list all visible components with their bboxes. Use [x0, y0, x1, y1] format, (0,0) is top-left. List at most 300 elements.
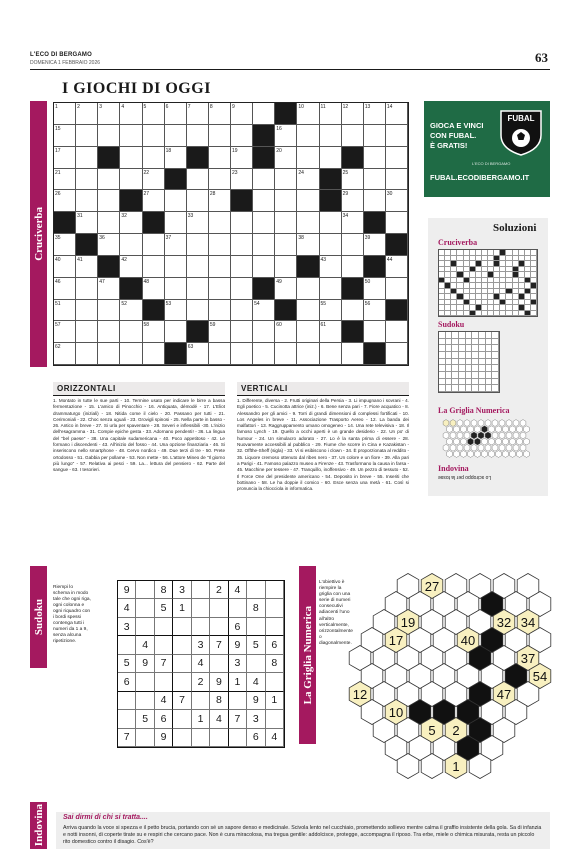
- fubal-shield-icon: [499, 107, 543, 157]
- orizzontali-clues: 1. Montato in tutte le sue parti - 10. Termine usato per indicare le birre a bassa fermentazione - 15. L'amico di Pinocchio - 16. Antiquata, démodé - 17. L'Eliot drammaturgo (iniziali) - 18. Nitida come il cielo - 20. Passano per tutti - 21. Cerimoniali - 22. Choc senza uguali - 23. Grovigli spinosi - 25. Nella parte in basso - 26. Antico in breve - 27. Si urla per spaventare - 28. Severi e inflessibili -30. L'inizio dell'esagramma - 31. Compie epiche gesta - 33. Adornano pendenti! - 36. La lingua del "bel paese" - 38. Una capitale sudamericana - 40. Poco appetitoso - 42. Le formano i discendenti - 43. All'inizio del fosso - 44. Una opzione finanziaria - 46. Si inseriscono nello smartphone - 48. Cervo nordico - 49. Due terzi di tre - 50. Prete ortodosso - 51. Gabbia per pollame - 53. Non mette - 56. L'attore Mineo de "Il giorno più lungo" - 57. Relativa ai pesci - 59. La... lettura del pensiero - 62. Parte del sangue - 63. I tesorieri.: [53, 398, 225, 473]
- crossword-cell[interactable]: 47: [98, 278, 120, 300]
- sudoku-cell[interactable]: [247, 655, 265, 673]
- crossword-cell[interactable]: 14: [386, 103, 408, 125]
- ad-site[interactable]: FUBAL.ECODIBERGAMO.IT: [430, 173, 530, 182]
- crossword-cell[interactable]: [253, 212, 275, 234]
- crossword-cell[interactable]: [209, 300, 231, 322]
- solution-hex-cell: [485, 444, 491, 451]
- solution-sudoku-cell: [466, 352, 473, 359]
- solution-sudoku-cell: [466, 385, 473, 392]
- crossword-cell[interactable]: 3: [98, 103, 120, 125]
- sudoku-cell[interactable]: [155, 618, 173, 636]
- crossword-cell[interactable]: [364, 125, 386, 147]
- crossword-cell[interactable]: [297, 147, 319, 169]
- sudoku-instructions: Riempi lo schema in modo tale che ogni riga, ogni colonna e ogni riquadro con i bordi spessi contenga tutti i numeri da 1 a 9, senza alcuna ripetizione.: [53, 585, 91, 644]
- crossword-cell[interactable]: [165, 278, 187, 300]
- crossword-grid[interactable]: [53, 102, 409, 366]
- crossword-cell[interactable]: 53: [165, 300, 187, 322]
- crossword-cell[interactable]: [231, 278, 253, 300]
- crossword-cell: [143, 212, 165, 234]
- crossword-cell[interactable]: [143, 125, 165, 147]
- crossword-cell[interactable]: [76, 125, 98, 147]
- crossword-cell[interactable]: [253, 321, 275, 343]
- crossword-cell[interactable]: 44: [386, 256, 408, 278]
- crossword-cell[interactable]: 63: [187, 343, 209, 365]
- crossword-cell: [98, 256, 120, 278]
- hex-number: 40: [460, 633, 476, 648]
- crossword-cell[interactable]: [209, 256, 231, 278]
- page-title: I GIOCHI DI OGGI: [62, 80, 211, 97]
- orizzontali-heading: ORIZZONTALI: [53, 382, 225, 396]
- crossword-cell[interactable]: [275, 234, 297, 256]
- crossword-cell[interactable]: [386, 212, 408, 234]
- crossword-cell[interactable]: 34: [342, 212, 364, 234]
- crossword-cell[interactable]: [231, 343, 253, 365]
- crossword-cell[interactable]: 13: [364, 103, 386, 125]
- crossword-cell[interactable]: [275, 343, 297, 365]
- crossword-cell[interactable]: 50: [364, 278, 386, 300]
- crossword-cell[interactable]: [275, 169, 297, 191]
- crossword-cell[interactable]: [76, 321, 98, 343]
- sudoku-cell[interactable]: [173, 673, 191, 691]
- crossword-cell[interactable]: 1: [54, 103, 76, 125]
- sudoku-cell[interactable]: [173, 636, 191, 654]
- crossword-cell[interactable]: [165, 256, 187, 278]
- crossword-cell[interactable]: [386, 125, 408, 147]
- sudoku-cell[interactable]: [155, 636, 173, 654]
- sudoku-tab: [30, 566, 47, 668]
- crossword-cell[interactable]: 15: [54, 125, 76, 147]
- crossword-cell[interactable]: [143, 256, 165, 278]
- crossword-cell[interactable]: 29: [342, 190, 364, 212]
- crossword-cell[interactable]: [386, 343, 408, 365]
- solution-sudoku-cell: [459, 385, 466, 392]
- sudoku-cell: 9: [229, 636, 247, 654]
- crossword-cell[interactable]: [209, 343, 231, 365]
- crossword-cell[interactable]: 46: [54, 278, 76, 300]
- sudoku-cell: 5: [136, 710, 154, 728]
- solution-hex-cell: [520, 432, 526, 439]
- crossword-cell[interactable]: 23: [231, 169, 253, 191]
- crossword-cell: [342, 321, 364, 343]
- crossword-cell[interactable]: 37: [165, 234, 187, 256]
- crossword-cell[interactable]: [342, 300, 364, 322]
- crossword-cell[interactable]: [187, 125, 209, 147]
- crossword-cell[interactable]: 25: [342, 169, 364, 191]
- sudoku-cell[interactable]: [229, 729, 247, 747]
- crossword-cell[interactable]: [120, 343, 142, 365]
- sudoku-cell: 8: [247, 599, 265, 617]
- crossword-cell[interactable]: 59: [209, 321, 231, 343]
- solution-hex-cell: [503, 426, 509, 433]
- crossword-cell[interactable]: [98, 343, 120, 365]
- crossword-cell[interactable]: 17: [54, 147, 76, 169]
- crossword-cell[interactable]: [253, 234, 275, 256]
- crossword-cell[interactable]: 52: [120, 300, 142, 322]
- sudoku-cell[interactable]: [192, 581, 210, 599]
- sudoku-cell[interactable]: [229, 599, 247, 617]
- crossword-cell[interactable]: 48: [143, 278, 165, 300]
- solution-hex-cell: [482, 426, 488, 433]
- crossword-cell[interactable]: [98, 169, 120, 191]
- solution-hex-cell: [485, 432, 491, 439]
- solution-hex-cell: [443, 420, 449, 427]
- crossword-cell[interactable]: [386, 147, 408, 169]
- verticali-clues: 1. Differente, diversa - 2. Frutti originari della Persia - 3. Li impugnano i sovrani - 4. Egli poetico - 5. Cucinotta attrice (iniz.) - 6. Bene senza pari - 7. Fiore acquatico - 8. Alessandro per gli amici - 9. Torri di grandi dimensioni di complessi fortificati - 10. Los Angeles in breve - 11. Associazione Trasporto Aereo - 12. La banda dei malfattori - 13. Raggruppamento umano omogeneo - 14. Una rete televisiva - 18. Il famoso Lynch - 19. Quello a occhi aperti è un grande desiderio - 22. Un po' di humour - 24. Un simulacro adorato - 27. Lo è la santa prima di essere - 28. Nuovamente accessibili al pubblico - 29. Fiume che scorre in Cina e Kazakistan - 32. Offthe-Sheff (sigla) - 33. Vi si esibiscono i clown - 34. È proporzionata al reddito - 35. Liquore cremoso ottenuto dal ribes nero - 37. Un colore e un fiore - 39. Alla pari a Parigi - 41. Famoso palazzo museo a Firenze - 43. Trasformano la causa in farsa - 45. Macchine per tessere - 47. Tranquillo, inoffensivo - 49. Un pezzo di tessuto - 52. Il Force One del presidente americano - 54. Deposito in breve - 55. Inseriti che bottinano - 58. Le ha doppie il comico - 60. Esce senza una metà - 61. Così si pronuncia la chiocciola in informatica.: [237, 398, 409, 492]
- sudoku-cell[interactable]: [266, 581, 284, 599]
- crossword-cell[interactable]: [76, 300, 98, 322]
- sudoku-cell[interactable]: [118, 636, 136, 654]
- solution-sudoku-cell: [446, 352, 453, 359]
- crossword-cell[interactable]: 56: [364, 300, 386, 322]
- solution-hex-cell: [464, 444, 470, 451]
- solution-hex-cell: [450, 432, 456, 439]
- crossword-cell[interactable]: [120, 125, 142, 147]
- crossword-cell[interactable]: [187, 169, 209, 191]
- crossword-cell[interactable]: 51: [54, 300, 76, 322]
- crossword-cell[interactable]: [231, 321, 253, 343]
- solution-sudoku-cell: [486, 359, 493, 366]
- crossword-cell[interactable]: [231, 300, 253, 322]
- solution-hex-cell: [461, 438, 467, 445]
- crossword-cell[interactable]: [76, 190, 98, 212]
- solution-sudoku-cell: [452, 352, 459, 359]
- sudoku-cell[interactable]: [192, 692, 210, 710]
- solution-sudoku-cell: [486, 385, 493, 392]
- crossword-cell[interactable]: 42: [120, 256, 142, 278]
- crossword-cell[interactable]: [297, 343, 319, 365]
- solution-sudoku-cell: [492, 365, 499, 372]
- sudoku-cell: 2: [192, 673, 210, 691]
- sudoku-grid[interactable]: [117, 580, 285, 748]
- crossword-cell: [253, 278, 275, 300]
- crossword-cell[interactable]: [209, 234, 231, 256]
- sudoku-cell[interactable]: [173, 710, 191, 728]
- solution-hex-cell: [513, 444, 519, 451]
- crossword-cell[interactable]: 8: [209, 103, 231, 125]
- crossword-cell[interactable]: [209, 278, 231, 300]
- crossword-cell: [120, 190, 142, 212]
- solution-sudoku-cell: [459, 359, 466, 366]
- crossword-cell[interactable]: 2: [76, 103, 98, 125]
- sudoku-cell: 1: [192, 710, 210, 728]
- sudoku-cell: 4: [229, 581, 247, 599]
- crossword-cell[interactable]: [253, 103, 275, 125]
- crossword-cell[interactable]: 31: [76, 212, 98, 234]
- crossword-cell[interactable]: [231, 212, 253, 234]
- crossword-cell[interactable]: [76, 169, 98, 191]
- crossword-cell[interactable]: [320, 343, 342, 365]
- crossword-cell[interactable]: [120, 169, 142, 191]
- crossword-cell[interactable]: [76, 147, 98, 169]
- sudoku-cell[interactable]: [136, 581, 154, 599]
- crossword-cell[interactable]: [187, 190, 209, 212]
- solution-hex-cell: [478, 444, 484, 451]
- solution-sudoku-cell: [492, 345, 499, 352]
- crossword-cell[interactable]: [364, 190, 386, 212]
- crossword-cell[interactable]: 26: [54, 190, 76, 212]
- solution-hex-cell: [510, 451, 516, 458]
- crossword-cell[interactable]: 7: [187, 103, 209, 125]
- crossword-cell[interactable]: [386, 321, 408, 343]
- crossword-cell[interactable]: [320, 125, 342, 147]
- crossword-cell[interactable]: 57: [54, 321, 76, 343]
- sudoku-cell[interactable]: [136, 599, 154, 617]
- crossword-cell[interactable]: 6: [165, 103, 187, 125]
- crossword-cell[interactable]: 60: [275, 321, 297, 343]
- crossword-cell[interactable]: [297, 300, 319, 322]
- crossword-cell[interactable]: [187, 256, 209, 278]
- sudoku-cell: 1: [173, 599, 191, 617]
- sudoku-cell: 7: [210, 636, 228, 654]
- sudoku-cell[interactable]: [118, 692, 136, 710]
- crossword-cell[interactable]: 30: [386, 190, 408, 212]
- solution-sudoku-cell: [486, 352, 493, 359]
- crossword-cell[interactable]: [253, 343, 275, 365]
- crossword-cell[interactable]: [209, 169, 231, 191]
- crossword-cell[interactable]: 58: [143, 321, 165, 343]
- crossword-cell[interactable]: 49: [275, 278, 297, 300]
- crossword-cell[interactable]: [297, 190, 319, 212]
- sudoku-cell: 4: [155, 692, 173, 710]
- crossword-cell[interactable]: [320, 278, 342, 300]
- solution-hex-cell: [499, 420, 505, 427]
- crossword-cell[interactable]: [165, 190, 187, 212]
- hex-number: 2: [452, 723, 460, 738]
- crossword-cell[interactable]: [253, 169, 275, 191]
- solution-sudoku-cell: [459, 352, 466, 359]
- crossword-cell[interactable]: [98, 300, 120, 322]
- crossword-cell[interactable]: 61: [320, 321, 342, 343]
- crossword-cell[interactable]: [120, 147, 142, 169]
- crossword-cell[interactable]: 40: [54, 256, 76, 278]
- hex-number-grid[interactable]: [340, 572, 552, 788]
- sudoku-cell: 6: [247, 729, 265, 747]
- crossword-cell: [253, 125, 275, 147]
- page-number: 63: [535, 50, 548, 65]
- crossword-cell[interactable]: 36: [98, 234, 120, 256]
- solution-sudoku-cell: [486, 379, 493, 386]
- solution-sudoku-cell: [466, 379, 473, 386]
- sudoku-cell[interactable]: [136, 729, 154, 747]
- crossword-cell[interactable]: 18: [165, 147, 187, 169]
- crossword-cell[interactable]: 32: [120, 212, 142, 234]
- sudoku-cell[interactable]: [229, 692, 247, 710]
- solution-sudoku-cell: [492, 379, 499, 386]
- crossword-cell[interactable]: [253, 190, 275, 212]
- fubal-ad[interactable]: [424, 101, 550, 197]
- hex-number: 47: [496, 687, 512, 702]
- crossword-cell: [231, 190, 253, 212]
- crossword-cell[interactable]: 21: [54, 169, 76, 191]
- crossword-cell[interactable]: [386, 169, 408, 191]
- sudoku-cell[interactable]: [173, 618, 191, 636]
- dateline: DOMENICA 1 FEBBRAIO 2026: [30, 60, 101, 66]
- crossword-cell[interactable]: [342, 234, 364, 256]
- sudoku-cell[interactable]: [210, 655, 228, 673]
- solution-sudoku-cell: [446, 372, 453, 379]
- crossword-cell[interactable]: [364, 321, 386, 343]
- crossword-cell[interactable]: [98, 125, 120, 147]
- crossword-cell[interactable]: 10: [297, 103, 319, 125]
- crossword-cell[interactable]: [165, 212, 187, 234]
- solution-sudoku-cell: [452, 339, 459, 346]
- griglia-tab-label: La Griglia Numerica: [301, 605, 314, 705]
- crossword-cell[interactable]: [187, 300, 209, 322]
- sudoku-cell[interactable]: [210, 618, 228, 636]
- solution-sudoku-cell: [439, 352, 446, 359]
- crossword-cell[interactable]: 28: [209, 190, 231, 212]
- crossword-cell[interactable]: 19: [231, 147, 253, 169]
- crossword-cell[interactable]: [342, 125, 364, 147]
- crossword-cell[interactable]: [143, 147, 165, 169]
- sudoku-cell[interactable]: [155, 673, 173, 691]
- solution-hex-cell: [503, 451, 509, 458]
- crossword-cell[interactable]: [187, 234, 209, 256]
- crossword-cell[interactable]: 43: [320, 256, 342, 278]
- crossword-cell[interactable]: [253, 256, 275, 278]
- crossword-cell[interactable]: [231, 256, 253, 278]
- crossword-cell[interactable]: [364, 147, 386, 169]
- crossword-cell[interactable]: [165, 321, 187, 343]
- solution-sudoku-cell: [472, 332, 479, 339]
- crossword-cell[interactable]: [165, 125, 187, 147]
- crossword-cell[interactable]: 27: [143, 190, 165, 212]
- crossword-cell[interactable]: [187, 278, 209, 300]
- crossword-cell[interactable]: [320, 212, 342, 234]
- sudoku-cell[interactable]: [192, 729, 210, 747]
- solution-sudoku-cell: [459, 345, 466, 352]
- sudoku-cell[interactable]: [266, 618, 284, 636]
- sudoku-cell[interactable]: [192, 599, 210, 617]
- crossword-cell[interactable]: 22: [143, 169, 165, 191]
- crossword-cell[interactable]: [297, 212, 319, 234]
- crossword-cell[interactable]: [209, 147, 231, 169]
- solution-hex-cell: [450, 444, 456, 451]
- crossword-cell[interactable]: [143, 343, 165, 365]
- ad-line-1: GIOCA E VINCI: [430, 121, 484, 130]
- crossword-cell[interactable]: 38: [297, 234, 319, 256]
- crossword-cell[interactable]: 4: [120, 103, 142, 125]
- crossword-cell[interactable]: [143, 234, 165, 256]
- solution-sudoku-cell: [472, 345, 479, 352]
- solutions-cruciverba-label: Cruciverba: [438, 238, 478, 247]
- crossword-cell[interactable]: [342, 256, 364, 278]
- sudoku-tab-label: Sudoku: [32, 598, 45, 636]
- crossword-cell[interactable]: [275, 256, 297, 278]
- crossword-cell[interactable]: 20: [275, 147, 297, 169]
- solutions-sudoku-label: Sudoku: [438, 320, 465, 329]
- hex-number: 10: [388, 705, 404, 720]
- sudoku-cell[interactable]: [210, 599, 228, 617]
- crossword-cell[interactable]: [342, 343, 364, 365]
- crossword-cell[interactable]: 5: [143, 103, 165, 125]
- solution-sudoku-cell: [492, 359, 499, 366]
- sudoku-cell: 6: [229, 618, 247, 636]
- solution-sudoku-cell: [472, 339, 479, 346]
- crossword-cell[interactable]: [320, 234, 342, 256]
- crossword-cell[interactable]: 55: [320, 300, 342, 322]
- crossword-cell[interactable]: 9: [231, 103, 253, 125]
- sudoku-cell[interactable]: [136, 692, 154, 710]
- sudoku-cell[interactable]: [173, 729, 191, 747]
- solution-sudoku-cell: [466, 332, 473, 339]
- crossword-cell[interactable]: [209, 125, 231, 147]
- sudoku-cell[interactable]: [210, 729, 228, 747]
- sudoku-cell[interactable]: [136, 673, 154, 691]
- sudoku-cell[interactable]: [173, 655, 191, 673]
- sudoku-cell: 1: [229, 673, 247, 691]
- solution-hex-cell: [447, 426, 453, 433]
- sudoku-cell[interactable]: [118, 710, 136, 728]
- solutions-indovina-label: Indovina: [438, 464, 469, 473]
- crossword-cell[interactable]: 54: [253, 300, 275, 322]
- crossword-cell[interactable]: 35: [54, 234, 76, 256]
- crossword-cell[interactable]: [386, 278, 408, 300]
- crossword-cell[interactable]: [120, 234, 142, 256]
- solution-sudoku-cell: [439, 365, 446, 372]
- crossword-cell[interactable]: 41: [76, 256, 98, 278]
- crossword-cell[interactable]: 62: [54, 343, 76, 365]
- crossword-cell[interactable]: [297, 321, 319, 343]
- crossword-cell[interactable]: [231, 234, 253, 256]
- sudoku-cell[interactable]: [247, 618, 265, 636]
- crossword-cell[interactable]: [364, 169, 386, 191]
- solution-sudoku-cell: [459, 379, 466, 386]
- crossword-cell[interactable]: [275, 212, 297, 234]
- crossword-cell[interactable]: [76, 343, 98, 365]
- crossword-cell[interactable]: [76, 278, 98, 300]
- crossword-cell[interactable]: [98, 212, 120, 234]
- sudoku-cell: 6: [266, 636, 284, 654]
- crossword-cell[interactable]: 39: [364, 234, 386, 256]
- solution-sudoku-cell: [439, 332, 446, 339]
- crossword-cell[interactable]: [275, 190, 297, 212]
- crossword-cell: [275, 103, 297, 125]
- sudoku-cell[interactable]: [247, 581, 265, 599]
- solution-hex-cell: [454, 438, 460, 445]
- crossword-cell[interactable]: [320, 147, 342, 169]
- crossword-cell[interactable]: [297, 278, 319, 300]
- hex-number: 12: [352, 687, 368, 702]
- crossword-cell[interactable]: 16: [275, 125, 297, 147]
- solution-sudoku-cell: [452, 332, 459, 339]
- crossword-cell[interactable]: [98, 190, 120, 212]
- sudoku-cell[interactable]: [266, 673, 284, 691]
- crossword-cell[interactable]: [297, 125, 319, 147]
- sudoku-cell[interactable]: [266, 710, 284, 728]
- crossword-cell[interactable]: 33: [187, 212, 209, 234]
- solution-sudoku-cell: [492, 385, 499, 392]
- solution-hex-cell: [482, 451, 488, 458]
- crossword-cell[interactable]: [209, 212, 231, 234]
- sudoku-cell: 4: [136, 636, 154, 654]
- solution-hex-cell: [461, 426, 467, 433]
- crossword-cell[interactable]: 11: [320, 103, 342, 125]
- crossword-cell[interactable]: [120, 321, 142, 343]
- solution-hex-cell: [457, 432, 463, 439]
- solution-sudoku-cell: [446, 345, 453, 352]
- solution-sudoku-cell: [472, 365, 479, 372]
- crossword-cell[interactable]: 24: [297, 169, 319, 191]
- sudoku-cell[interactable]: [136, 618, 154, 636]
- crossword-cell[interactable]: 12: [342, 103, 364, 125]
- crossword-cell[interactable]: [98, 321, 120, 343]
- sudoku-cell[interactable]: [266, 599, 284, 617]
- sudoku-cell[interactable]: [192, 618, 210, 636]
- hex-number: 32: [496, 615, 512, 630]
- crossword-cell[interactable]: [231, 125, 253, 147]
